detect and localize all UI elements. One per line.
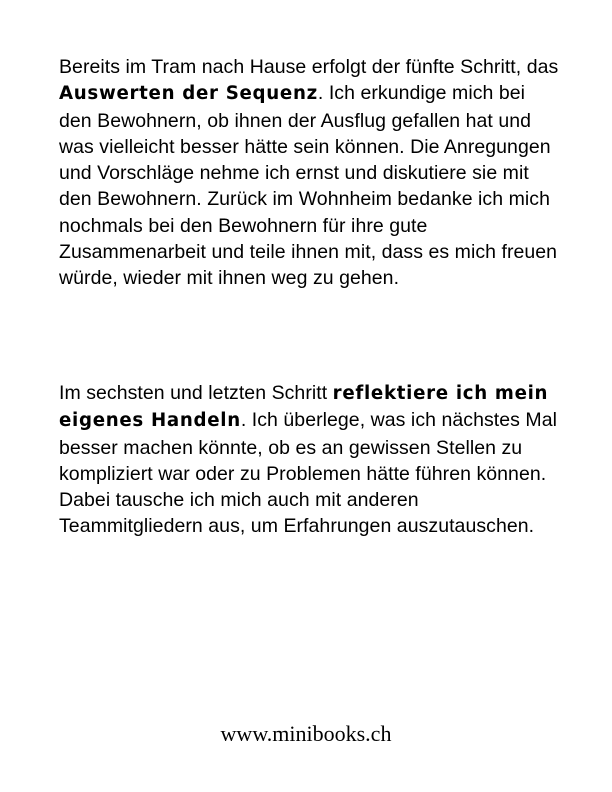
emphasis-term: Auswerten der Sequenz: [59, 83, 318, 105]
paragraph-text: . Ich erkundige mich bei den Bewohnern, ob ihnen der Ausflug gefallen hat und was vielleicht besser hätte sein können. Die Anregungen und Vorschläge nehme ich ernst und diskutiere sie mit den Bewohnern. Zurück im Wohnheim bedanke ich mich nochmals bei den Bewohnern für ihre gute Zusammenarbeit und teile ihnen mit, dass es mich freuen würde, wieder mit ihnen weg zu gehen.: [59, 82, 558, 290]
paragraph-step-six: [59, 380, 559, 540]
paragraph-text: Im sechsten und letzten Schritt: [59, 382, 333, 404]
footer-url: www.minibooks.ch: [220, 721, 392, 746]
emphasis-term: reflektiere ich mein eigenes Handeln: [59, 383, 549, 432]
paragraph-text: . Ich überlege, was ich nächstes Mal besser machen könnte, ob es an gewissen Stellen zu kompliziert war oder zu Problemen hätte führen können. Dabei tausche ich mich auch mit anderen Teammitgliedern aus, um Erfahrungen auszutauschen.: [59, 409, 557, 538]
paragraph-text: Bereits im Tram nach Hause erfolgt der fünfte Schritt, das: [59, 56, 559, 78]
paragraph-step-five: [59, 54, 559, 292]
